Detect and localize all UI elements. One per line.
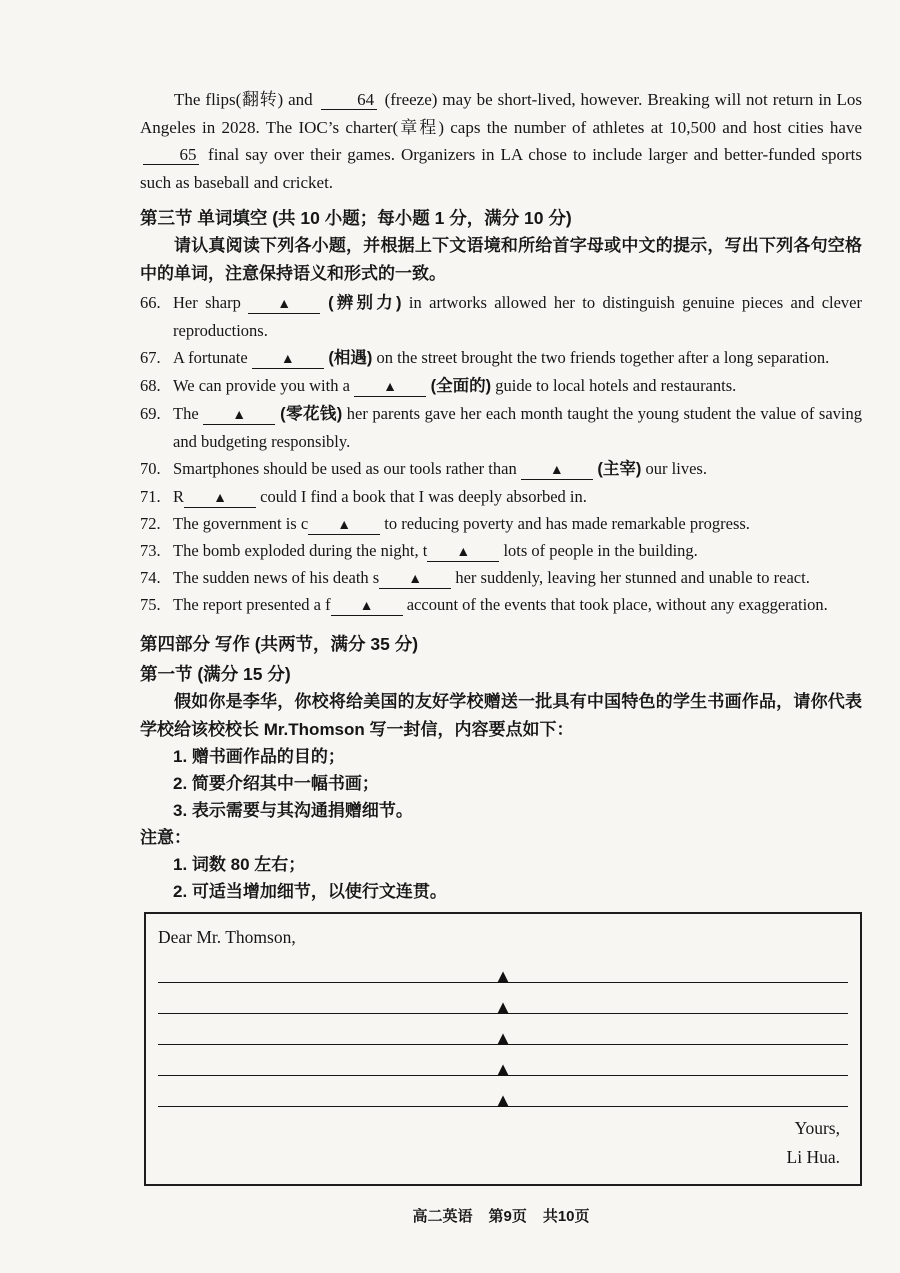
question-text-post: her parents gave her each month taught the young student the value of saving and budgeting responsibly. xyxy=(173,404,862,451)
question-text-post: account of the events that took place, without any exaggeration. xyxy=(402,595,828,614)
cloze-blank-65 xyxy=(143,145,199,165)
answer-blank: ▲ xyxy=(308,518,380,535)
blank-number: 65 xyxy=(179,145,197,164)
letter-closing: Yours, xyxy=(794,1118,840,1138)
answer-blank: ▲ xyxy=(427,545,499,562)
question-text-post: guide to local hotels and restaurants. xyxy=(491,376,737,395)
question-number: 74. xyxy=(140,568,161,587)
section1-title: 第一节 (满分 15 分) xyxy=(140,664,291,684)
answer-blank: ▲ xyxy=(184,491,256,508)
blank-number: 64 xyxy=(357,90,375,109)
question-number: 73. xyxy=(140,541,161,560)
passage-segment: (freeze) may be short-lived, however. Breaking will not return in Los Angeles in 2028. The IOC’s charter(章程) caps the number of athletes at 10,500 and host cities have xyxy=(140,90,863,137)
answer-blank: ▲ xyxy=(379,572,451,589)
question-text-post: on the street brought the two friends together after a long separation. xyxy=(372,348,830,367)
answer-blank: ▲ xyxy=(521,463,593,480)
question-text-post: lots of people in the building. xyxy=(499,541,698,560)
note-item: 1. 词数 80 左右； xyxy=(173,855,306,874)
answer-blank: ▲ xyxy=(252,352,324,369)
question-text-post: her suddenly, leaving her stunned and unable to react. xyxy=(451,568,810,587)
answer-blank: ▲ xyxy=(203,408,275,425)
cloze-passage xyxy=(140,86,862,196)
question-text-pre: The government is c xyxy=(173,514,309,533)
question-text-pre: Smartphones should be used as our tools rather than xyxy=(173,459,521,478)
note-item: 2. 可适当增加细节，以使行文连贯。 xyxy=(173,882,447,901)
chinese-hint: (全面的) xyxy=(426,377,492,395)
question-text-post: our lives. xyxy=(641,459,707,478)
answer-line-group xyxy=(158,952,848,1107)
question-number: 67. xyxy=(140,348,161,367)
footer-page-total: 共10页 xyxy=(542,1208,590,1225)
answer-line xyxy=(158,1076,848,1107)
question-item-70 xyxy=(140,455,862,483)
question-text-post: could I find a book that I was deeply absorbed in. xyxy=(256,487,587,506)
question-text-pre: A fortunate xyxy=(173,348,252,367)
question-item-72 xyxy=(140,510,862,537)
question-number: 70. xyxy=(140,459,161,478)
footer-page-number: 第9页 xyxy=(488,1208,527,1225)
answer-line xyxy=(158,1014,848,1045)
passage-segment: final say over their games. Organizers in LA chose to include larger and better-funded sports such as baseball and cricket. xyxy=(140,145,863,192)
chinese-hint: (辨别力) xyxy=(320,294,402,312)
letter-salutation: Dear Mr. Thomson, xyxy=(158,927,296,947)
passage-segment: The flips(翻转) and xyxy=(174,90,313,109)
chinese-hint: (相遇) xyxy=(323,349,373,367)
answer-marker-triangle-icon: ▲ xyxy=(497,1029,509,1047)
question-number: 71. xyxy=(140,487,161,506)
question-text-post: in artworks allowed her to distinguish genuine pieces and clever reproductions. xyxy=(173,293,863,340)
question-item-69 xyxy=(140,400,862,455)
question-text-pre: Her sharp xyxy=(173,293,249,312)
answer-marker-triangle-icon: ▲ xyxy=(497,967,509,985)
section3-instructions: 请认真阅读下列各小题，并根据上下文语境和所给首字母或中文的提示，写出下列各句空格中的单词，注意保持语义和形式的一致。 xyxy=(140,236,862,283)
question-item-73 xyxy=(140,537,862,564)
section3-title: 第三节 单词填空 (共 10 小题；每小题 1 分，满分 10 分) xyxy=(140,208,572,228)
question-text-pre: The report presented a f xyxy=(173,595,331,614)
footer-course: 高二英语 xyxy=(412,1208,473,1225)
note-label: 注意： xyxy=(140,828,191,847)
task-point-list xyxy=(140,743,862,824)
part4-title: 第四部分 写作 (共两节，满分 35 分) xyxy=(140,634,419,654)
note-list xyxy=(140,851,862,905)
answer-marker-triangle-icon: ▲ xyxy=(497,1091,509,1109)
task-point: 1. 赠书画作品的目的； xyxy=(173,747,345,766)
chinese-hint: (零花钱) xyxy=(275,405,343,423)
page-footer xyxy=(140,1206,862,1228)
question-number: 66. xyxy=(140,293,161,312)
question-text-pre: The sudden news of his death s xyxy=(173,568,380,587)
cloze-blank-64 xyxy=(321,90,377,110)
question-text-pre: R xyxy=(173,487,185,506)
question-item-74 xyxy=(140,564,862,591)
question-item-71 xyxy=(140,483,862,510)
question-text-post: to reducing poverty and has made remarkable progress. xyxy=(380,514,750,533)
question-item-75 xyxy=(140,591,862,618)
answer-blank: ▲ xyxy=(331,599,403,616)
question-item-68 xyxy=(140,372,862,400)
writing-task: 假如你是李华，你校将给美国的友好学校赠送一批具有中国特色的学生书画作品，请你代表学校给该校校长 Mr.Thomson 写一封信，内容要点如下： xyxy=(140,692,862,739)
question-text-pre: The bomb exploded during the night, t xyxy=(173,541,428,560)
answer-line xyxy=(158,952,848,983)
question-number: 69. xyxy=(140,404,161,423)
question-list xyxy=(140,289,862,618)
answer-blank: ▲ xyxy=(354,380,426,397)
task-point: 3. 表示需要与其沟通捐赠细节。 xyxy=(173,801,413,820)
question-item-66 xyxy=(140,289,862,344)
question-number: 72. xyxy=(140,514,161,533)
question-number: 68. xyxy=(140,376,161,395)
question-number: 75. xyxy=(140,595,161,614)
question-text-pre: We can provide you with a xyxy=(173,376,355,395)
chinese-hint: (主宰) xyxy=(592,460,642,478)
question-text-pre: The xyxy=(173,404,204,423)
answer-line xyxy=(158,1045,848,1076)
answer-marker-triangle-icon: ▲ xyxy=(497,998,509,1016)
answer-blank: ▲ xyxy=(248,297,320,314)
letter-signature: Li Hua. xyxy=(786,1147,840,1167)
question-item-67 xyxy=(140,344,862,372)
answer-line xyxy=(158,983,848,1014)
page-content xyxy=(140,86,862,1228)
task-point: 2. 简要介绍其中一幅书画； xyxy=(173,774,379,793)
answer-marker-triangle-icon: ▲ xyxy=(497,1060,509,1078)
answer-sheet-box xyxy=(144,912,862,1186)
